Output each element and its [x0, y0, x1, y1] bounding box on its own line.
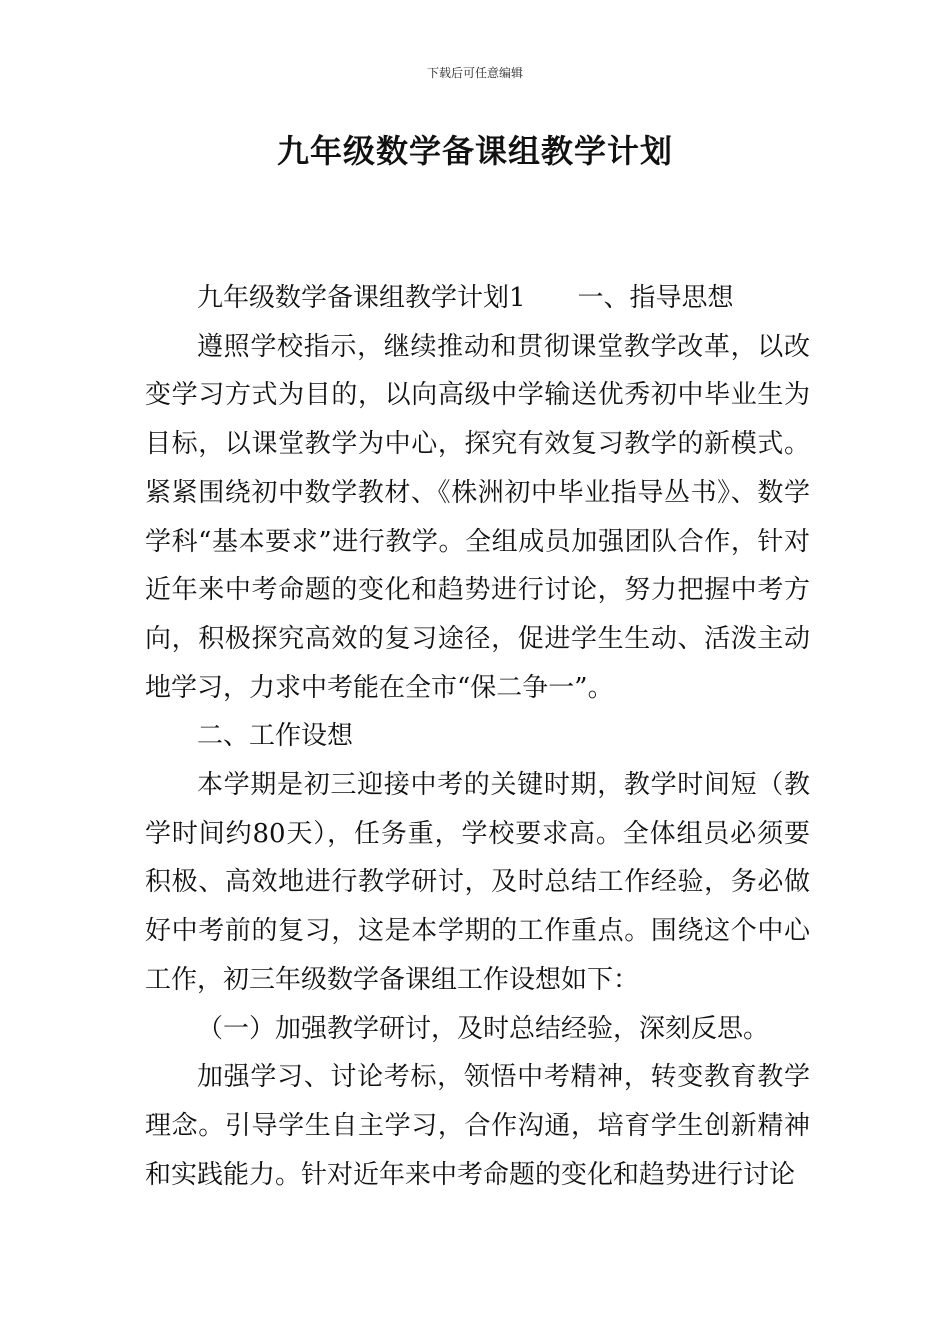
paragraph-work-plan: 本学期是初三迎接中考的关键时期，教学时间短（教学时间约80天），任务重，学校要求高。全体组员必须要积极、高效地进行教学研讨，及时总结工作经验，务必做好中考前的复习，这是本学期的工作重点。围绕这个中心工作，初三年级数学备课组工作设想如下：	[145, 770, 810, 995]
document-body	[145, 274, 810, 1199]
section-heading-2: 二、工作设想	[197, 721, 354, 752]
subsection-heading-1: （一）加强教学研讨，及时总结经验，深刻反思。	[197, 1013, 770, 1044]
header-note: 下载后可任意编辑	[426, 66, 523, 80]
section-heading-1: 一、指导思想	[577, 283, 734, 313]
intro-plan-name: 九年级数学备课组教学计划1	[197, 283, 526, 313]
document-title: 九年级数学备课组教学计划	[276, 132, 673, 170]
paragraph-intro	[145, 274, 810, 323]
paragraph-guiding-thought: 遵照学校指示，继续推动和贯彻课堂教学改革，以改变学习方式为目的，以向高级中学输送优秀初中毕业生为目标，以课堂教学为中心，探究有效复习教学的新模式。紧紧围绕初中数学教材、《株洲初中毕业指导丛书》、数学学科“基本要求”进行教学。全组成员加强团队合作，针对近年来中考命题的变化和趋势进行讨论，努力把握中考方向，积极探究高效的复习途径，促进学生生动、活泼主动地学习，力求中考能在全市“保二争一”。	[145, 331, 810, 703]
paragraph-research: 加强学习、讨论考标，领悟中考精神，转变教育教学理念。引导学生自主学习，合作沟通，培育学生创新精神和实践能力。针对近年来中考命题的变化和趋势进行讨论	[145, 1062, 810, 1190]
